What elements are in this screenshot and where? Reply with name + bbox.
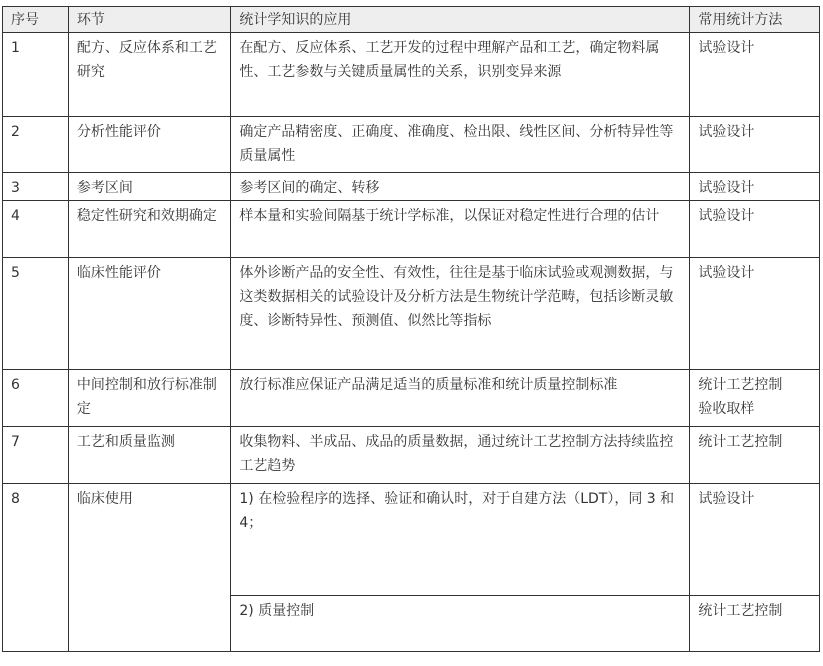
header-application: 统计学知识的应用 [231,7,690,33]
row-sub-application: 2) 质量控制 [231,596,690,652]
row-method: 试验设计 [690,258,820,370]
header-method: 常用统计方法 [690,7,820,33]
table-row [3,427,820,484]
row-method: 试验设计 [690,484,820,596]
header-stage: 环节 [68,7,231,33]
row-no: 6 [3,370,69,427]
table-header-row [3,7,820,33]
row-no: 2 [3,117,69,173]
row-method: 试验设计 [690,201,820,258]
table-row [3,484,820,596]
row-no: 5 [3,258,69,370]
row-application: 样本量和实验间隔基于统计学标准，以保证对稳定性进行合理的估计 [231,201,690,258]
row-stage: 临床性能评价 [68,258,231,370]
row-stage: 中间控制和放行标准制定 [68,370,231,427]
table-row [3,117,820,173]
header-no: 序号 [3,7,69,33]
row-method: 试验设计 [690,117,820,173]
row-method: 试验设计 [690,173,820,201]
row-application: 1) 在检验程序的选择、验证和确认时，对于自建方法（LDT），同 3 和 4； [231,484,690,596]
row-sub-method: 统计工艺控制 [690,596,820,652]
table-row [3,33,820,117]
row-application: 在配方、反应体系、工艺开发的过程中理解产品和工艺，确定物料属性、工艺参数与关键质量属性的关系，识别变异来源 [231,33,690,117]
row-method: 试验设计 [690,33,820,117]
table-row [3,370,820,427]
table-row [3,173,820,201]
row-no: 3 [3,173,69,201]
row-no: 8 [3,484,69,652]
row-stage: 参考区间 [68,173,231,201]
table-row [3,201,820,258]
row-no: 1 [3,33,69,117]
row-stage: 分析性能评价 [68,117,231,173]
row-no: 4 [3,201,69,258]
row-stage: 稳定性研究和效期确定 [68,201,231,258]
table-row [3,258,820,370]
row-stage: 配方、反应体系和工艺研究 [68,33,231,117]
row-stage: 工艺和质量监测 [68,427,231,484]
methods-table [2,6,820,652]
row-application: 体外诊断产品的安全性、有效性，往往是基于临床试验或观测数据，与这类数据相关的试验设计及分析方法是生物统计学范畴，包括诊断灵敏度、诊断特异性、预测值、似然比等指标 [231,258,690,370]
row-application: 确定产品精密度、正确度、准确度、检出限、线性区间、分析特异性等质量属性 [231,117,690,173]
row-application: 放行标准应保证产品满足适当的质量标准和统计质量控制标准 [231,370,690,427]
row-application: 参考区间的确定、转移 [231,173,690,201]
row-application: 收集物料、半成品、成品的质量数据，通过统计工艺控制方法持续监控工艺趋势 [231,427,690,484]
row-stage: 临床使用 [68,484,231,652]
row-method: 统计工艺控制 [690,427,820,484]
row-method: 统计工艺控制 验收取样 [690,370,820,427]
row-no: 7 [3,427,69,484]
